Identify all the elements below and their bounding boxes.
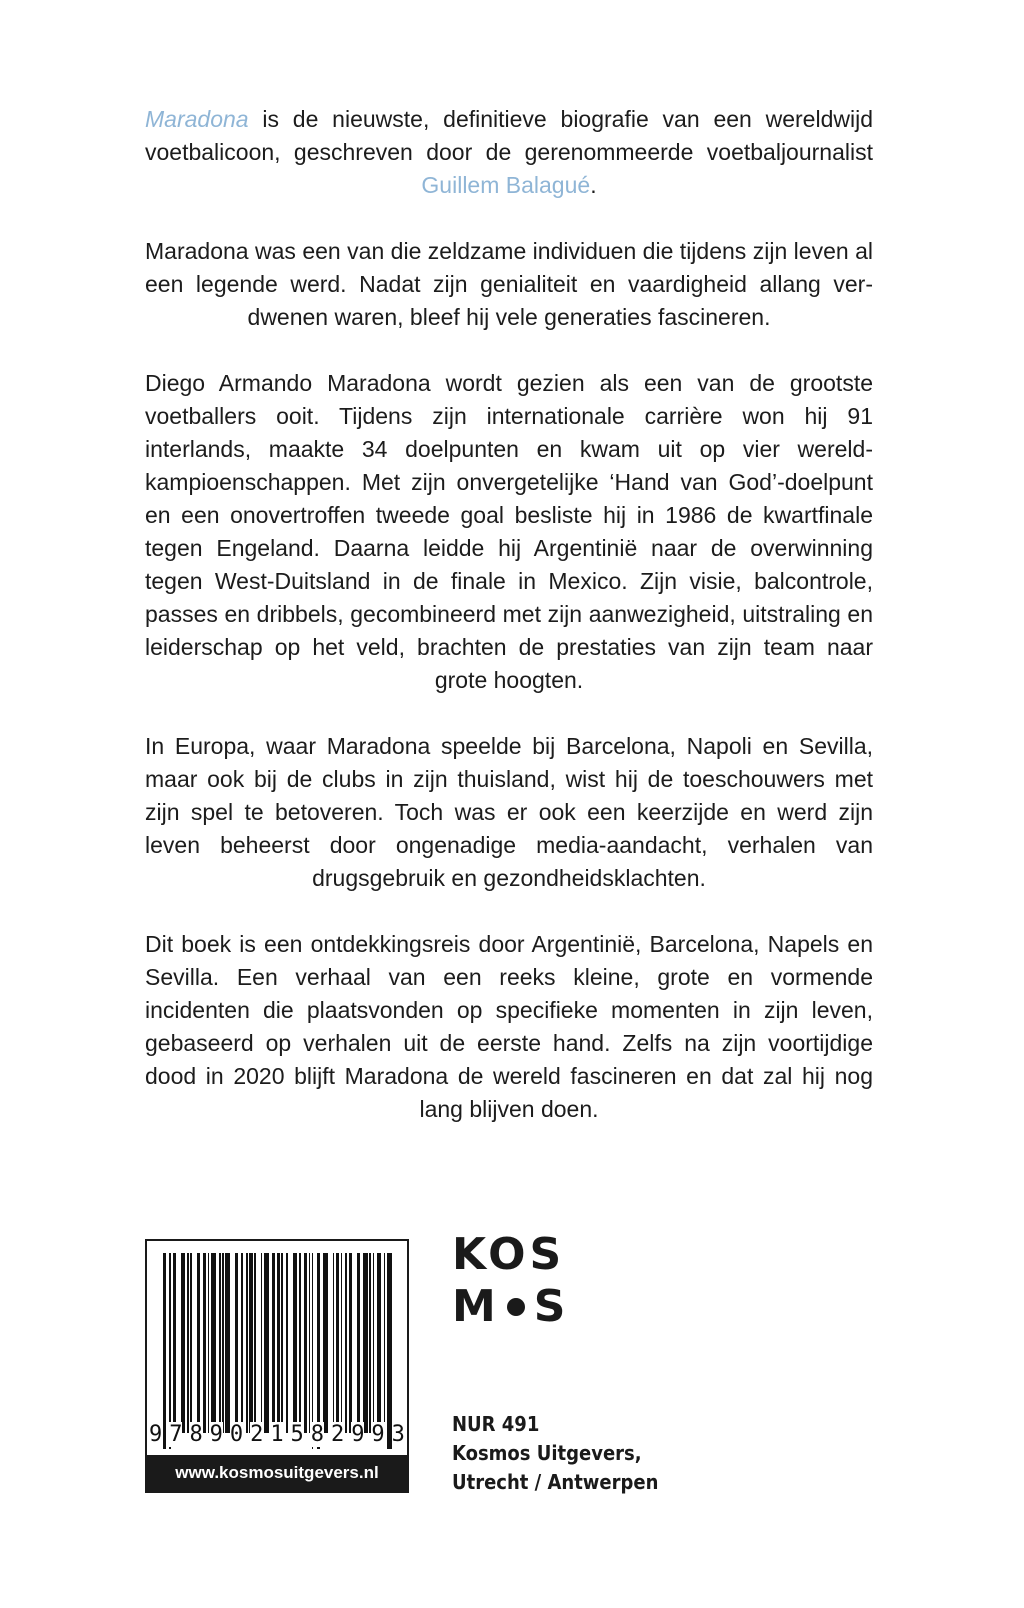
barcode-bar [281,1253,283,1433]
barcode-bar [349,1253,352,1433]
isbn-number [149,1419,405,1449]
barcode-bar [203,1253,206,1433]
isbn-digit: 8 [310,1421,324,1447]
intro-text: is de nieuwste, definitieve biografie van een wereldwijd voetbalicoon, geschreven door de gerenommeerde voetbaljournalist [145,106,873,165]
barcode-bar [286,1253,288,1433]
isbn-digit: 9 [149,1421,163,1447]
barcode-bar [384,1253,386,1433]
barcode-bar [225,1253,230,1433]
isbn-digit: 1 [270,1421,284,1447]
barcode-bar [187,1253,189,1433]
isbn-digit: 2 [330,1421,345,1447]
logo-line-1 [452,1229,592,1281]
isbn-digit: 7 [169,1421,183,1447]
paragraph-europe: In Europa, waar Maradona speelde bij Barcelona, Napoli en Sevilla, maar ook bij de clubs in zijn thuisland, wist hij de toeschouwers met zijn spel te betoveren. Toch was er ook een keerzijde en werd zijn leven beheerst door ongenadige media-aandacht, verhalen van drugsgebruik en gezondheidsklachten. [145,733,873,891]
isbn-digit: 9 [351,1421,365,1447]
barcode-bar [235,1253,238,1433]
book-title: Maradona [145,106,249,132]
intro-text-end: . [590,172,597,198]
barcode-bar [345,1253,347,1433]
barcode-bar [211,1253,216,1433]
barcode-bar [254,1253,256,1433]
logo-line-2 [452,1281,592,1333]
paragraph-journey: Dit boek is een ontdekkingsreis door Argentinië, Barcelona, Napels en Sevilla. Een verhaal van een reeks kleine, grote en vormende incidenten die plaatsvonden op specifieke momenten in zijn leven, gebaseerd op verhalen uit de eerste hand. Zelfs na zijn voortijdige dood in 2020 blijft Maradona de wereld fascineren en dat zal hij nog lang blijven doen. [145,931,873,1122]
barcode-bar [261,1253,263,1433]
isbn-digit: 3 [391,1421,405,1447]
publisher-name: Kosmos Uitgevers, [452,1441,642,1465]
publisher-location: Utrecht / Antwerpen [452,1470,659,1494]
barcode-bar [208,1253,210,1433]
logo-dot-icon [507,1298,525,1316]
barcode-bar [341,1253,343,1433]
barcode-bar [373,1253,375,1433]
isbn-digit: 9 [371,1421,385,1447]
barcode-bar [173,1253,176,1433]
barcode-bar [219,1253,221,1433]
barcode-bar [377,1253,380,1433]
barcode-bar [197,1253,200,1433]
barcode-bar [293,1253,298,1433]
barcode-bar [304,1253,307,1433]
isbn-digit: 9 [209,1421,223,1447]
intro-paragraph [145,103,873,202]
imprint-info [452,1410,712,1497]
barcode-bar [369,1253,371,1433]
barcode-bar [181,1253,186,1433]
barcode-bar [333,1253,335,1433]
barcode-bar [272,1253,275,1433]
author-name: Guillem Balagué [421,172,591,198]
barcode-bar [249,1253,252,1433]
barcode-bar [264,1253,269,1433]
barcode-bar [246,1253,248,1433]
barcode-bar [323,1253,328,1433]
paragraph-legend: Maradona was een van die zeldzame individuen die tijdens zijn leven al een legende werd. Nadat zijn genialiteit en vaardigheid allang verdwenen waren, bleef hij vele generaties fascineren. [145,238,873,330]
blurb-text [145,103,873,1159]
barcode-bar [336,1253,339,1433]
barcode-bar [241,1253,243,1433]
logo-text-kos: KOS [452,1229,566,1280]
publisher-website: www.kosmosuitgevers.nl [147,1455,407,1491]
barcode-bar [299,1253,301,1433]
nur-code: NUR 491 [452,1412,540,1436]
isbn-digit: 8 [189,1421,203,1447]
isbn-digit: 2 [250,1421,264,1447]
barcode-bar [309,1253,311,1433]
isbn-digit: 5 [290,1421,304,1447]
barcode-bar [222,1253,224,1433]
isbn-digit: 0 [229,1421,244,1447]
barcode-bar [190,1253,192,1433]
logo-text-s: S [533,1281,570,1332]
paragraph-career: Diego Armando Maradona wordt gezien als een van de grootste voetballers ooit. Tijdens zijn internationale carrière won hij 91 interlands, maakte 34 doelpunten en kwam uit op vier wereldkampioenschappen. Met zijn onvergetelijke ‘Hand van God’-doelpunt en een onovertroffen tweede goal besliste hij in 1986 de kwartfinale tegen Engeland. Daarna leidde hij Argentinië naar de overwinning tegen West-Duitsland in de finale in Mexico. Zijn visie, balcontrole, passes en dribbels, gecombineerd met zijn aanwezigheid, uitstraling en leiderschap op het veld, brachten de prestaties van zijn team naar grote hoogten. [145,370,873,693]
logo-text-m: M [452,1281,500,1332]
barcode-bar [357,1253,360,1433]
kosmos-logo [452,1229,592,1333]
barcode-bar [277,1253,280,1433]
isbn-barcode [145,1239,409,1493]
barcode-bar [363,1253,368,1433]
